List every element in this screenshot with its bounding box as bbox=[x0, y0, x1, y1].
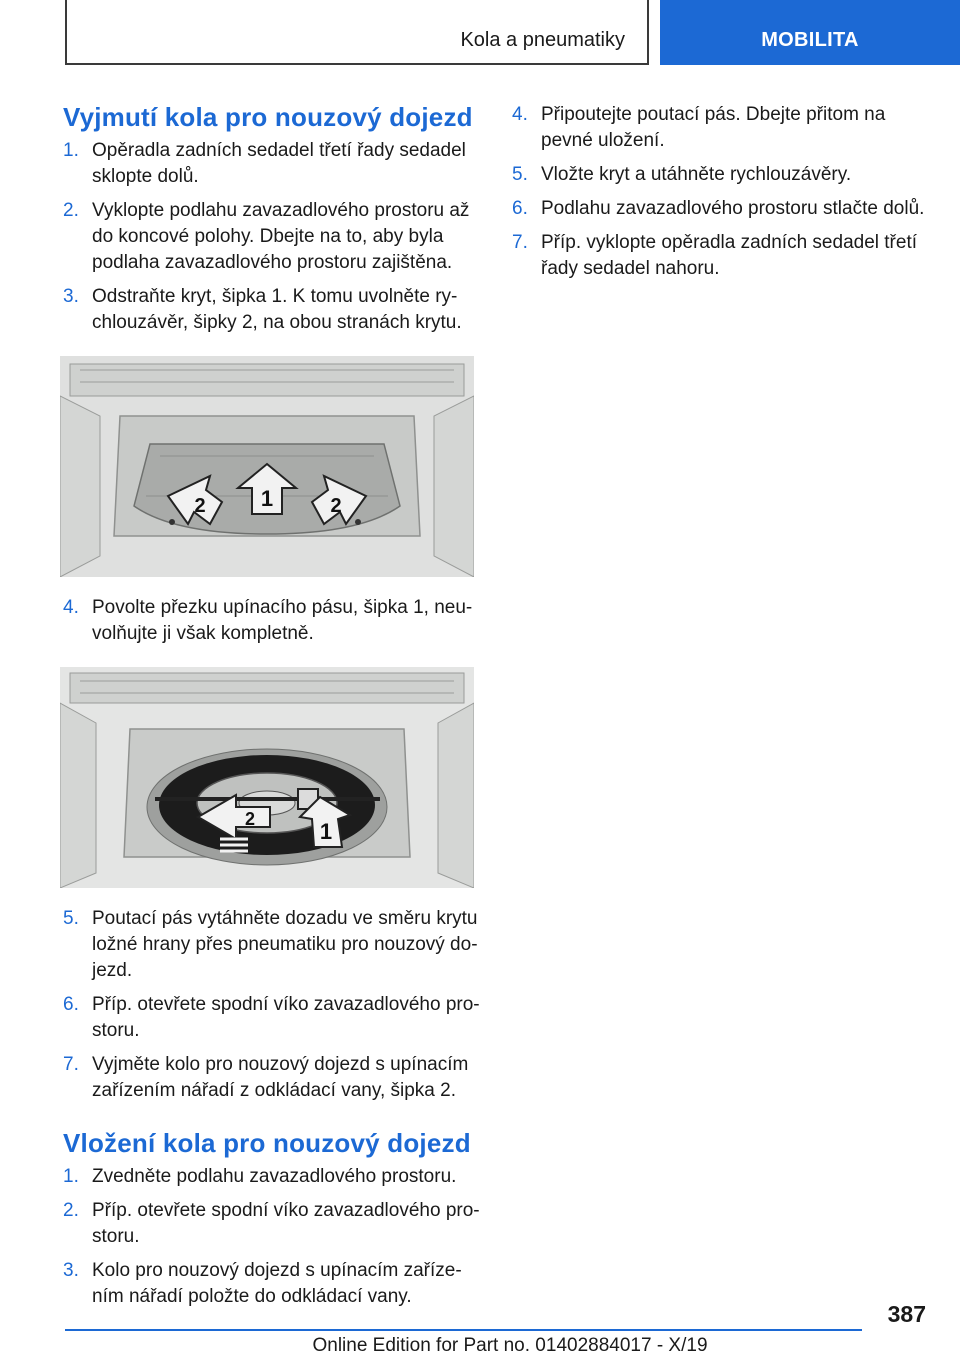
step-number: 2. bbox=[63, 1200, 79, 1221]
illustration-spare-wheel bbox=[60, 667, 474, 888]
header-section-box bbox=[65, 0, 649, 65]
step-number: 3. bbox=[63, 286, 79, 307]
figure-cargo-floor-cover bbox=[60, 356, 474, 577]
list-item bbox=[63, 1258, 483, 1310]
left-column bbox=[63, 100, 483, 1318]
step-number: 1. bbox=[63, 1166, 79, 1187]
step-number: 5. bbox=[63, 908, 79, 929]
list-item bbox=[63, 1164, 483, 1190]
step-text: Příp. otevřete spodní víko zavazadlového prostoru. bbox=[92, 1200, 480, 1247]
steps-remove-part-c bbox=[63, 906, 483, 1104]
steps-insert-part-b bbox=[512, 102, 932, 282]
step-text: Zvedněte podlahu zavazadlového prostoru. bbox=[92, 1166, 457, 1187]
step-number: 5. bbox=[512, 164, 528, 185]
heading-remove-spare-wheel: Vyjmutí kola pro nouzový dojezd bbox=[63, 102, 473, 132]
step-text: Podlahu zavazadlového prostoru stlačte dolů. bbox=[541, 198, 925, 219]
step-text: Připoutejte poutací pás. Dbejte přitom na pevné uložení. bbox=[541, 104, 886, 151]
footer-divider bbox=[65, 1329, 862, 1331]
list-item bbox=[63, 992, 483, 1044]
step-number: 7. bbox=[512, 232, 528, 253]
list-item bbox=[63, 284, 483, 336]
steps-insert-part-a bbox=[63, 1164, 483, 1310]
step-number: 1. bbox=[63, 140, 79, 161]
step-text: Poutací pás vytáhněte dozadu ve směru krytu ložné hrany přes pneumatiku pro nouzový dojezd. bbox=[92, 908, 478, 981]
step-text: Odstraňte kryt, šipka 1. K tomu uvolněte rychlouzávěr, šipky 2, na obou stranách krytu. bbox=[92, 286, 462, 333]
steps-remove-part-a bbox=[63, 138, 483, 336]
step-text: Příp. otevřete spodní víko zavazadlového prostoru. bbox=[92, 994, 480, 1041]
step-number: 6. bbox=[512, 198, 528, 219]
list-item bbox=[63, 198, 483, 276]
step-text: Příp. vyklopte opěradla zadních sedadel třetí řady sedadel nahoru. bbox=[541, 232, 918, 279]
list-item bbox=[63, 1198, 483, 1250]
steps-remove-part-b bbox=[63, 595, 483, 647]
list-item bbox=[512, 102, 932, 154]
header-section-title: Kola a pneumatiky bbox=[460, 29, 625, 51]
list-item bbox=[63, 138, 483, 190]
figure1-arrow-label-2-right: 2 bbox=[330, 495, 342, 517]
edition-note: Online Edition for Part no. 01402884017 - X/19 bbox=[312, 1335, 708, 1356]
list-item bbox=[512, 196, 932, 222]
page-number: 387 bbox=[887, 1301, 926, 1327]
figure2-arrow-label-1: 1 bbox=[319, 819, 333, 844]
figure1-arrow-label-2-left: 2 bbox=[194, 495, 206, 517]
list-item bbox=[512, 162, 932, 188]
step-text: Vyklopte podlahu zavazadlového prostoru až do koncové polohy. Dbejte na to, aby byla podlaha zavazadlového prostoru zajištěna. bbox=[92, 200, 470, 273]
step-text: Vyjměte kolo pro nouzový dojezd s upínacím zařízením nářadí z odkládací vany, šipka 2. bbox=[92, 1054, 469, 1101]
step-number: 4. bbox=[512, 104, 528, 125]
step-number: 2. bbox=[63, 200, 79, 221]
step-text: Kolo pro nouzový dojezd s upínacím zařízením nářadí položte do odkládací vany. bbox=[92, 1260, 462, 1307]
step-text: Opěradla zadních sedadel třetí řady sedadel sklopte dolů. bbox=[92, 140, 466, 187]
header-chapter-tab[interactable] bbox=[660, 0, 960, 65]
list-item bbox=[63, 906, 483, 984]
right-column bbox=[512, 102, 932, 290]
illustration-cargo-cover bbox=[60, 356, 474, 577]
list-item bbox=[63, 595, 483, 647]
step-number: 6. bbox=[63, 994, 79, 1015]
heading-insert-spare-wheel: Vložení kola pro nouzový dojezd bbox=[63, 1128, 471, 1158]
step-number: 7. bbox=[63, 1054, 79, 1075]
figure-spare-wheel-strap bbox=[60, 667, 474, 888]
step-number: 4. bbox=[63, 597, 79, 618]
step-number: 3. bbox=[63, 1260, 79, 1281]
step-text: Vložte kryt a utáhněte rychlouzávěry. bbox=[541, 164, 852, 185]
header-chapter-label: MOBILITA bbox=[761, 29, 859, 51]
figure1-arrow-label-1: 1 bbox=[260, 486, 274, 511]
list-item bbox=[512, 230, 932, 282]
step-text: Povolte přezku upínacího pásu, šipka 1, neuvolňujte ji však kompletně. bbox=[92, 597, 473, 644]
figure2-arrow-label-2: 2 bbox=[244, 809, 256, 829]
list-item bbox=[63, 1052, 483, 1104]
